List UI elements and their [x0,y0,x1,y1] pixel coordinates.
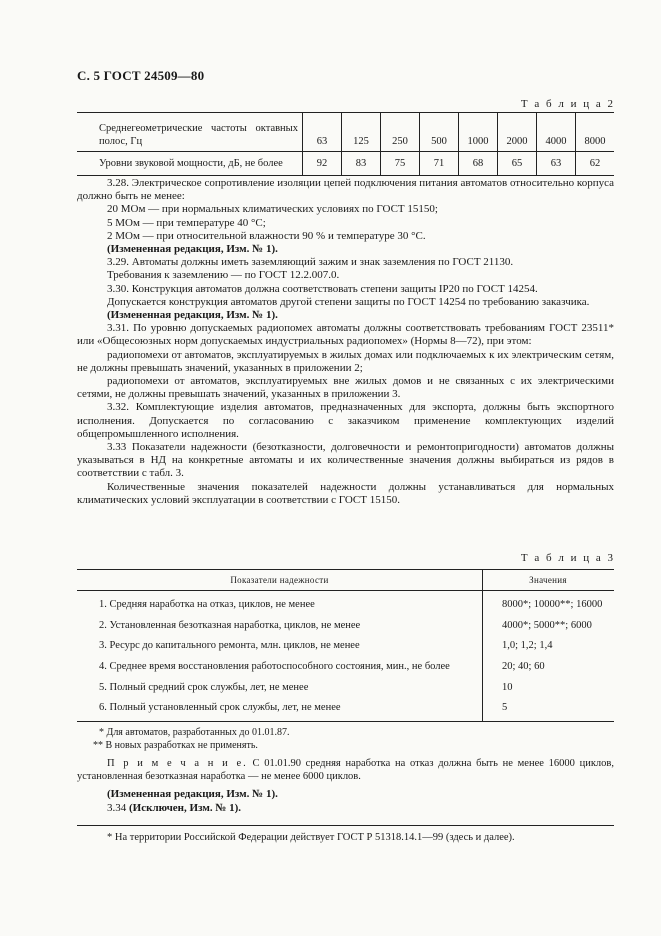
table-cell: 71 [420,152,459,176]
row-value: 1,0; 1,2; 1,4 [502,640,553,652]
table-row [77,113,614,152]
footnote: ** В новых разработках не применять. [93,740,258,751]
table-header [77,570,614,591]
clause-excluded: (Исключен, Изм. № 1). [129,801,242,814]
table-row [77,152,614,176]
column-divider [482,570,483,721]
main-text [77,177,614,507]
row-name: 4. Среднее время восстановления работоспособного состояния, мин., не более [99,660,450,672]
page-header: С. 5 ГОСТ 24509—80 [77,68,205,83]
row-name: 6. Полный установленный срок службы, лет, не менее [99,702,341,714]
column-header: Значения [529,575,567,585]
table-cell: 62 [576,152,615,176]
table-cell: 125 [342,113,381,152]
table-row [77,697,614,718]
row-value: 10 [502,681,513,693]
row-name: 2. Установленная безотказная наработка, циклов, не менее [99,619,361,631]
table-row [77,615,614,636]
table-cell: 92 [303,152,342,176]
row-value: 20; 40; 60 [502,660,545,672]
paragraph: радиопомехи от автоматов, эксплуатируемых вне жилых домов и не связанных с их электрическими сетями, не должны превышать значений, указанных в приложении 3. [77,375,614,401]
paragraph: 3.31. По уровню допускаемых радиопомех автоматы должны соответствовать требованиям ГОСТ 23511* или «Общесоюзных норм допускаемых индустриальных радиопомех» (Нормы 8—72), при этом: [77,322,614,348]
paragraph: 3.32. Комплектующие изделия автоматов, предназначенных для экспорта, должны быть экспортного исполнения. Допускается по согласованию с заказчиком применение комплектующих изделий общепромышленного исполнения. [77,401,614,440]
table-footnotes [77,726,614,752]
table3-caption: Т а б л и ц а 3 [520,552,615,564]
row-name: 1. Средняя наработка на отказ, циклов, не менее [99,598,315,610]
revision-note: (Измененная редакция, Изм. № 1). [107,309,278,322]
paragraph: Допускается конструкция автоматов другой степени защиты по ГОСТ 14254 по требованию заказчика. [107,295,590,308]
row-label: Уровни звуковой мощности, дБ, не более [77,152,303,176]
page-footnote: * На территории Российской Федерации действует ГОСТ Р 51318.14.1—99 (здесь и далее). [107,832,515,843]
table-cell: 65 [498,152,537,176]
table-cell: 75 [381,152,420,176]
paragraph: 3.29. Автоматы должны иметь заземляющий зажим и знак заземления по ГОСТ 21130. [107,256,514,269]
table-row [77,635,614,656]
table-row [77,677,614,698]
table-cell: 2000 [498,113,537,152]
note-text: С 01.01.90 средняя наработка на отказ должна быть не менее 16000 циклов, установленная безотказная наработка — не менее 6000 циклов. [77,758,614,782]
table-cell: 63 [537,152,576,176]
table-row [77,656,614,677]
row-label: Среднегеометрические частоты октавных полос, Гц [77,113,303,152]
row-name: 5. Полный средний срок службы, лет, не менее [99,681,309,693]
paragraph: 20 МОм — при нормальных климатических условиях по ГОСТ 15150; [107,203,438,216]
paragraph: 3.28. Электрическое сопротивление изоляции цепей подключения питания автоматов относительно корпуса должно быть не менее: [77,177,614,203]
table-cell: 4000 [537,113,576,152]
closing-block [77,788,614,815]
table-cell: 1000 [459,113,498,152]
footnote-divider [77,825,614,826]
row-value: 8000*; 10000**; 16000 [502,598,603,610]
clause-number: 3.34 [107,801,129,814]
paragraph: Требования к заземлению — по ГОСТ 12.2.007.0. [107,269,340,282]
paragraph: 2 МОм — при относительной влажности 90 % и температуре 30 °С. [107,229,426,242]
noise-table [77,112,614,176]
page-footnote-block [77,831,614,844]
paragraph: 3.30. Конструкция автоматов должна соответствовать степени защиты IP20 по ГОСТ 14254. [107,282,538,295]
footnote: * Для автоматов, разработанных до 01.01.87. [99,727,290,738]
revision-note: (Измененная редакция, Изм. № 1). [107,243,278,256]
paragraph: 5 МОм — при температуре 40 °С; [107,216,266,229]
column-header: Показатели надежности [230,575,329,585]
paragraph: радиопомехи от автоматов, эксплуатируемых в жилых домах или подключаемых к их электрическим сетям, не должны превышать значений, указанных в приложении 2; [77,348,614,374]
row-value: 4000*; 5000**; 6000 [502,619,592,631]
note-block [77,757,614,783]
table-cell: 250 [381,113,420,152]
paragraph: Количественные значения показателей надежности должны устанавливаться для нормальных климатических условий эксплуатации в соответствии с ГОСТ 15150. [77,480,614,506]
table-cell: 63 [303,113,342,152]
note-label: П р и м е ч а н и е. [107,758,248,769]
row-value: 5 [502,702,508,714]
table2-caption: Т а б л и ц а 2 [520,98,615,110]
paragraph: 3.33 Показатели надежности (безотказности, долговечности и ремонтопригодности) автоматов должны указываться в НД на конкретные автоматы и их количественные значения должны выбираться из рядов в соответствии с табл. 3. [77,441,614,480]
table-cell: 500 [420,113,459,152]
revision-note: (Измененная редакция, Изм. № 1). [107,788,278,800]
row-name: 3. Ресурс до капитального ремонта, млн. циклов, не менее [99,640,360,652]
table-row [77,594,614,615]
table-cell: 8000 [576,113,615,152]
table-cell: 83 [342,152,381,176]
table-cell: 68 [459,152,498,176]
reliability-table [77,569,614,722]
